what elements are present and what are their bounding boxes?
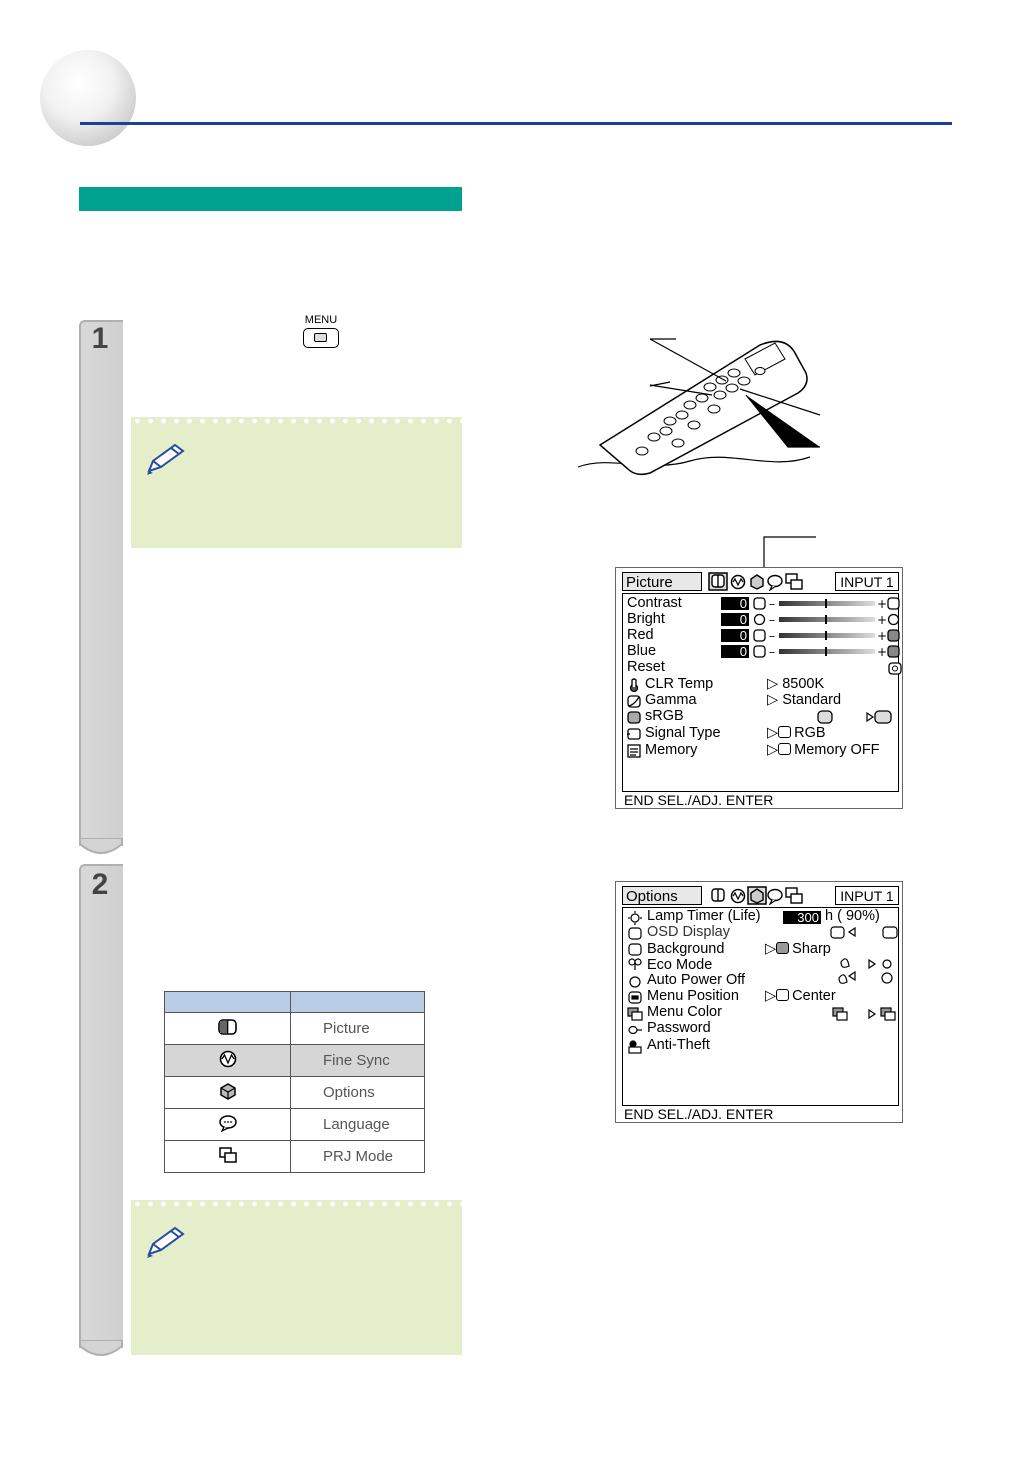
lamp-hours-value: 300 — [783, 911, 821, 924]
menu-icon-table — [164, 991, 425, 1173]
memory-value: Memory OFF — [794, 742, 880, 758]
svg-text:+: + — [877, 629, 888, 643]
step-number: 2 — [91, 868, 109, 901]
arrow-right-icon: ▷ — [765, 988, 777, 1004]
note-dotted-border — [131, 417, 462, 425]
osd-value: 0 — [721, 629, 749, 642]
step-2-arrow — [79, 1340, 123, 1362]
section-title-bar — [79, 187, 462, 211]
osd-item-label[interactable]: Anti-Theft — [647, 1037, 710, 1053]
step-number: 1 — [91, 322, 109, 355]
osd-picture-menu — [615, 567, 903, 809]
menu-key-icon — [303, 328, 339, 348]
menu-position-icon — [776, 989, 789, 1001]
svg-text:–: – — [769, 613, 775, 627]
osd-item-label[interactable]: Menu Color — [647, 1004, 722, 1020]
osd-menu-icon-strip — [708, 572, 804, 591]
arrow-right-icon: ▷ — [767, 742, 779, 758]
osd-item-label[interactable]: Lamp Timer (Life) — [647, 908, 761, 924]
osd-item-label[interactable]: OSD Display — [647, 924, 730, 940]
osd-slider-group[interactable] — [753, 596, 901, 660]
lamp-life-percent: h ( 90%) — [825, 908, 880, 924]
srgb-toggle-icons — [817, 709, 901, 725]
osd-options-content — [622, 907, 899, 1106]
osd-options-menu — [615, 881, 903, 1123]
gamma-value: Standard — [782, 692, 842, 708]
osd-tab-picture[interactable]: Picture — [622, 572, 702, 591]
reset-icon — [888, 662, 902, 675]
header-rule — [80, 122, 952, 125]
osd-item-value — [765, 941, 831, 957]
osd-item-label[interactable]: Memory — [645, 742, 698, 758]
osd-value: 0 — [721, 645, 749, 658]
osd-item-label[interactable]: Password — [647, 1020, 711, 1036]
chapter-circle-decoration — [40, 50, 136, 146]
osd-reset[interactable]: Reset — [627, 659, 665, 675]
osd-item-label[interactable]: Auto Power Off — [647, 972, 746, 988]
table-cell-label: PRJ Mode — [291, 1141, 425, 1173]
prj-mode-icon — [217, 1146, 239, 1164]
pencil-note-icon — [143, 441, 187, 477]
picture-icon — [217, 1018, 239, 1036]
osd-item-label[interactable]: Signal Type — [645, 725, 721, 741]
arrow-right-icon: ▷ — [767, 725, 779, 741]
table-cell-label: Fine Sync — [291, 1045, 425, 1077]
remote-control-illustration — [570, 325, 830, 485]
arrow-right-icon: ▷ — [767, 676, 779, 692]
osd-input-indicator: INPUT 1 — [835, 886, 899, 905]
osd-item-value — [767, 692, 841, 708]
osd-item-label[interactable]: CLR Temp — [645, 676, 714, 692]
osd-tab-options[interactable]: Options — [622, 886, 702, 905]
table-header-row — [165, 992, 425, 1013]
osd-value: 0 — [721, 613, 749, 626]
table-row — [165, 1141, 425, 1173]
note-box — [131, 417, 462, 548]
svg-text:+: + — [877, 597, 888, 611]
clr-temp-value: 8500K — [782, 676, 825, 692]
osd-item-label[interactable]: Eco Mode — [647, 957, 713, 973]
arrow-right-icon: ▷ — [765, 941, 777, 957]
svg-text:–: – — [769, 629, 775, 643]
callout-lines-left — [648, 336, 678, 396]
memory-icon — [778, 743, 791, 755]
svg-text:–: – — [769, 597, 775, 611]
osd-option-toggles[interactable] — [829, 926, 901, 1038]
arrow-right-icon: ▷ — [767, 692, 779, 708]
table-row — [165, 1077, 425, 1109]
osd-footer: END SEL./ADJ. ENTER — [624, 792, 774, 808]
osd-item-value — [767, 725, 826, 741]
signal-icon — [778, 726, 791, 738]
options-icon — [217, 1082, 239, 1100]
language-icon — [217, 1114, 239, 1132]
svg-text:+: + — [877, 613, 888, 627]
fine-sync-icon — [217, 1050, 239, 1068]
menu-key-label: MENU — [304, 314, 338, 326]
osd-item-value — [765, 988, 836, 1004]
svg-text:+: + — [877, 645, 888, 659]
table-cell-label: Picture — [291, 1013, 425, 1045]
osd-row-label[interactable]: Blue — [627, 643, 657, 659]
table-row — [165, 1109, 425, 1141]
osd-item-label[interactable]: Gamma — [645, 692, 697, 708]
step-2-panel — [79, 864, 123, 1348]
background-value: Sharp — [792, 941, 831, 957]
osd-item-value — [767, 676, 824, 692]
osd-row-label[interactable]: Contrast — [627, 595, 682, 611]
osd-row-label[interactable]: Bright — [627, 611, 665, 627]
table-row — [165, 1045, 425, 1077]
menu-button-glyph — [299, 314, 343, 348]
pencil-note-icon — [143, 1224, 187, 1260]
svg-text:–: – — [769, 645, 775, 659]
osd-item-label[interactable]: Background — [647, 941, 725, 957]
osd-picture-content — [622, 593, 899, 792]
table-row — [165, 1013, 425, 1045]
note-box — [131, 1200, 462, 1355]
menu-position-value: Center — [792, 988, 836, 1004]
table-cell-label: Language — [291, 1109, 425, 1141]
note-dotted-border — [131, 1200, 462, 1208]
osd-item-icons — [627, 678, 641, 760]
osd-row-label[interactable]: Red — [627, 627, 654, 643]
signal-type-value: RGB — [794, 725, 826, 741]
osd-value: 0 — [721, 597, 749, 610]
step-1-panel — [79, 320, 123, 846]
osd-item-label[interactable]: Menu Position — [647, 988, 739, 1004]
osd-footer: END SEL./ADJ. ENTER — [624, 1106, 774, 1122]
osd-options-icons — [627, 910, 643, 1054]
background-icon — [776, 942, 789, 954]
osd-item-value — [767, 742, 880, 758]
osd-menu-icon-strip — [708, 886, 804, 905]
osd-input-indicator: INPUT 1 — [835, 572, 899, 591]
step-1-arrow — [79, 838, 123, 860]
osd-item-label[interactable]: sRGB — [645, 708, 684, 724]
table-cell-label: Options — [291, 1077, 425, 1109]
